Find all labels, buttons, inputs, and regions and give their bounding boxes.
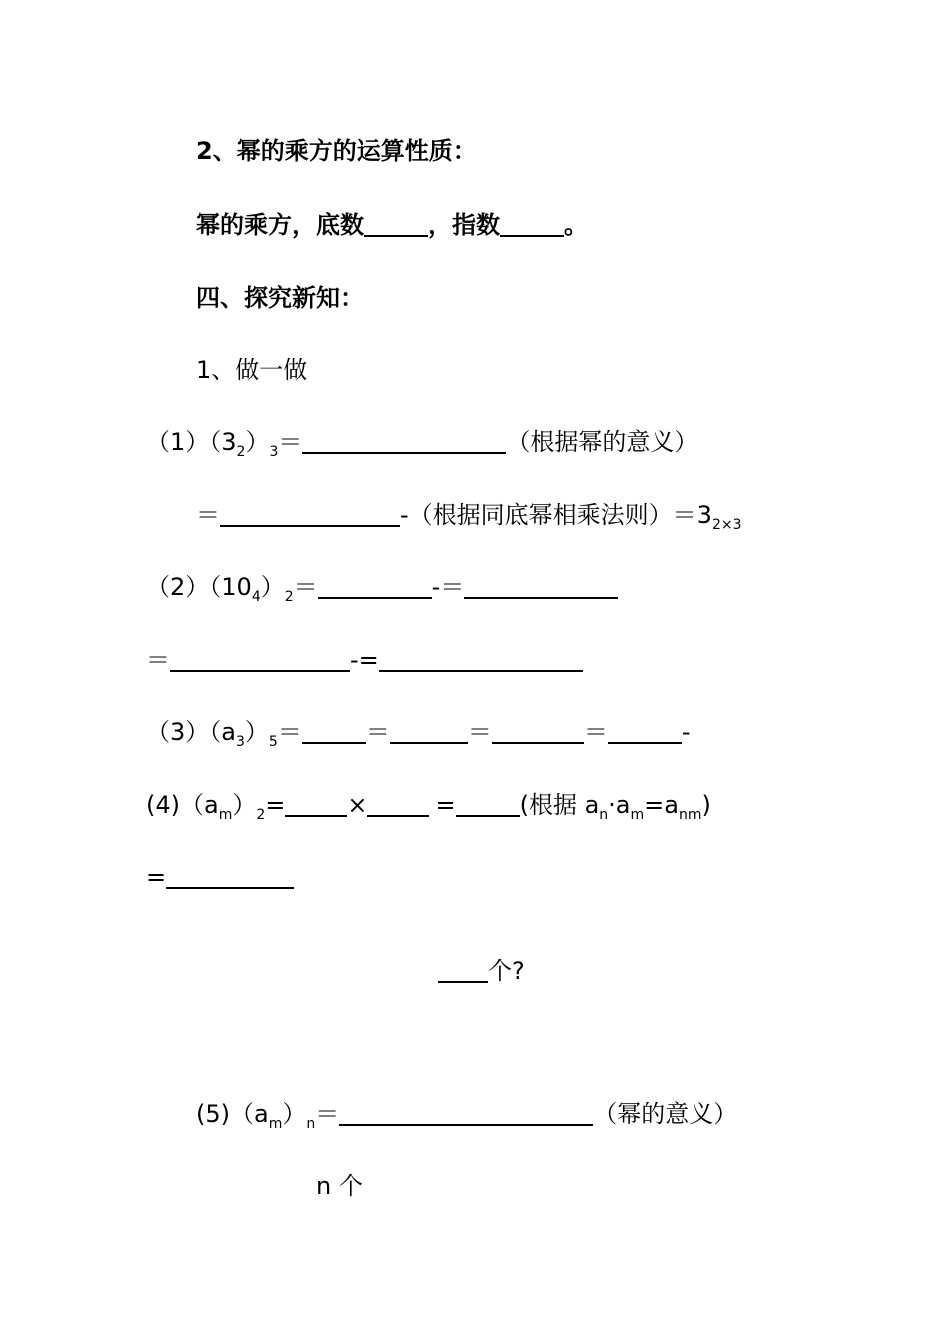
statement-period: 。 (564, 211, 588, 239)
ex4-blank-2[interactable] (367, 791, 429, 817)
ex3-eq-2: ＝ (467, 718, 492, 746)
ex1-blank-2[interactable] (220, 501, 400, 527)
ex1s2-hint: -（根据同底幂相乘法则）＝3 (400, 501, 712, 529)
ex4s2-equals: = (146, 863, 167, 891)
ex2-blank-3[interactable] (170, 646, 350, 672)
section-heading: 四、探究新知： (196, 284, 364, 312)
blank-base[interactable] (364, 211, 428, 237)
n-count-label-line (316, 1168, 363, 1198)
ex4-times: × (347, 791, 368, 819)
ex4-hint-end: ) (701, 791, 711, 819)
exercise-3: （3）（a $^3$ ） $^5$ ＝ ＝ ＝ ＝ - (146, 718, 691, 750)
ex4-blank-3[interactable] (456, 791, 520, 817)
count-blank[interactable] (438, 957, 488, 983)
ex2-blank-2[interactable] (464, 573, 618, 599)
n-count-label: n 个 (316, 1172, 363, 1200)
ex3-blank-3[interactable] (492, 718, 584, 744)
ex4-blank-1[interactable] (285, 791, 347, 817)
ex3-end: - (681, 718, 691, 746)
ex5-base: (5)（a (196, 1100, 269, 1128)
ex1-blank-1[interactable] (302, 428, 506, 454)
exercise-1: （1）（3 $^2$ ） $^3$ ＝ （根据幂的意义） (146, 428, 699, 460)
ex5-equals: ＝ (315, 1100, 340, 1128)
ex1s2-equals: ＝ (196, 501, 220, 529)
ex1-base: （1）（3 (146, 428, 237, 456)
ex4-hint-dot: ·a (608, 791, 631, 819)
ex1-equals: ＝ (278, 428, 303, 456)
ex3-blank-2[interactable] (390, 718, 468, 744)
line-activity-heading (196, 352, 307, 382)
ex4-hint-start: (根据 a (519, 791, 600, 819)
ex2s2-equals: ＝ (146, 646, 170, 674)
exercise-1-step-2: ＝ -（根据同底幂相乘法则）＝3 $^{2\times 3}$ (196, 501, 742, 533)
count-question-text: 个? (488, 957, 525, 985)
count-question (438, 953, 525, 983)
ex2-blank-1[interactable] (318, 573, 432, 599)
statement-part-base: 幂的乘方，底数 (196, 211, 364, 239)
ex5-paren: ） (282, 1100, 307, 1128)
exercise-2: （2）（10 $^4$ ） $^2$ ＝ -＝ (146, 569, 618, 599)
exercise-2-step-2 (146, 642, 583, 672)
ex2-dash-equals: -＝ (431, 573, 465, 601)
ex4-paren: ） (232, 791, 257, 819)
ex2-equals: ＝ (293, 573, 318, 601)
exercise-4: (4)（a $^m$ ） $^2$ = × = (根据 a $^n$ ·a $^m$ =a $^{nm}$ ) (146, 791, 711, 823)
ex3-blank-1[interactable] (302, 718, 366, 744)
ex1-hint: （根据幂的意义） (506, 428, 699, 456)
ex5-hint: （幂的意义） (593, 1100, 738, 1128)
statement-part-exponent: ，指数 (428, 211, 500, 239)
ex4-base: (4)（a (146, 791, 219, 819)
ex4-equals-2: = (435, 791, 456, 819)
exercise-5: (5)（a $^m$ ） $^n$ ＝ （幂的意义） (196, 1100, 738, 1132)
line-property-heading (196, 133, 477, 163)
ex4-hint-eq: =a (644, 791, 679, 819)
ex3-eq-1: ＝ (365, 718, 390, 746)
ex3-equals: ＝ (277, 718, 302, 746)
blank-exponent[interactable] (500, 211, 564, 237)
ex3-paren: ） (244, 718, 269, 746)
ex3-base: （3）（a (146, 718, 236, 746)
ex4-blank-4[interactable] (166, 863, 294, 889)
ex2-blank-4[interactable] (379, 646, 583, 672)
ex5-blank-1[interactable] (339, 1100, 593, 1126)
ex2s2-dash-equals: -= (350, 646, 379, 674)
ex2-paren: ） (260, 573, 285, 601)
property-heading: 2、幂的乘方的运算性质： (196, 137, 477, 165)
ex3-blank-4[interactable] (608, 718, 682, 744)
line-property-statement (196, 207, 588, 237)
ex3-eq-3: ＝ (583, 718, 608, 746)
ex1-paren: ） (245, 428, 270, 456)
ex4-equals: = (265, 791, 286, 819)
ex2-base: （2）（10 (146, 573, 252, 601)
line-section-heading (196, 280, 364, 310)
activity-heading: 1、做一做 (196, 356, 308, 384)
exercise-4-step-2 (146, 859, 294, 889)
